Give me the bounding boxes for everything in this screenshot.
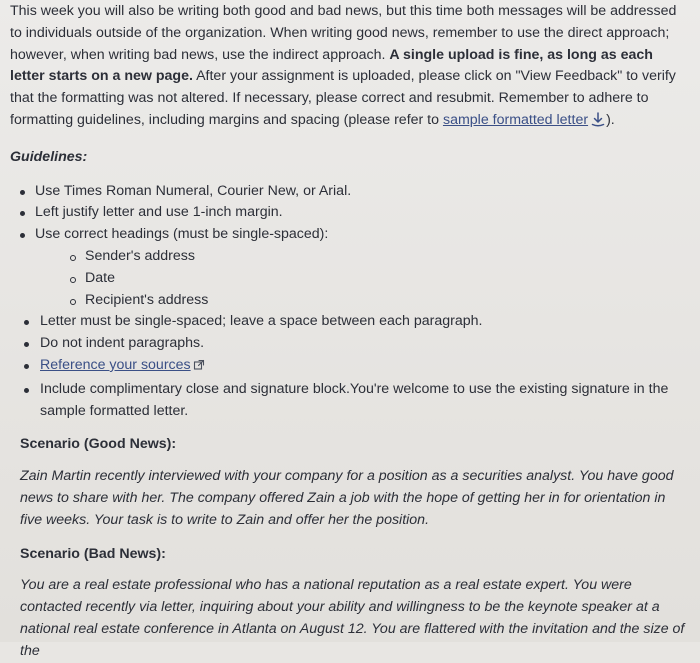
- scenario-good-title: Scenario (Good News):: [20, 436, 177, 453]
- guideline-signature: Include complimentary close and signature block.You're welcome to use the existing signature in the sample formatted letter.: [40, 380, 669, 419]
- bullet-icon: [24, 342, 29, 347]
- reference-sources-label: Reference your sources: [40, 356, 191, 373]
- list-item: [10, 181, 690, 203]
- sub-list-item: [35, 290, 690, 312]
- intro-text-2: After your assignment is uploaded, please click on "View Feedback" to verify that the formatting was not altered. If necessary, please correct and resubmit. Remember to adhere to formatting guidelines, including margins and spacing (please refer to: [10, 68, 676, 128]
- list-item: [10, 311, 690, 333]
- circle-bullet-icon: [70, 299, 76, 305]
- external-link-icon[interactable]: [193, 357, 205, 379]
- heading-recipient: Recipient's address: [85, 291, 209, 308]
- bullet-icon: [20, 233, 25, 238]
- intro-text-3: ).: [606, 111, 615, 128]
- intro-paragraph: [10, 0, 690, 135]
- sample-letter-link-label: sample formatted letter: [442, 111, 589, 128]
- bullet-icon: [24, 364, 29, 369]
- sub-list-item: [35, 246, 690, 268]
- bullet-icon: [24, 320, 29, 325]
- intro-text-1: This week you will also be writing both good and bad news, but this time both messages will be addressed to individuals outside of the organization. When writing good news, remember to use the direct approach; however, when writing bad news, use the indirect approach.: [10, 3, 677, 63]
- headings-sublist: [35, 246, 690, 311]
- list-item: [10, 202, 690, 224]
- scenario-bad-text: You are a real estate professional who has a national reputation as a real estate expert. You were contacted recently via letter, inquiring about your ability and willingness to be the keynote speaker at a national real estate conference in Atlanta on August 12. You are flattered with the invitation and the size of the: [20, 577, 685, 659]
- bullet-icon: [20, 190, 25, 195]
- sample-letter-link[interactable]: [443, 112, 606, 128]
- reference-sources-link[interactable]: [40, 357, 191, 373]
- circle-bullet-icon: [70, 277, 76, 283]
- list-item: [10, 355, 690, 379]
- guidelines-heading: Guidelines:: [10, 148, 88, 165]
- list-item: [10, 224, 690, 311]
- scenario-bad-title: Scenario (Bad News):: [20, 545, 166, 562]
- sub-list-item: [35, 268, 690, 290]
- bullet-icon: [20, 211, 25, 216]
- guidelines-list: [10, 181, 690, 423]
- guideline-headings: Use correct headings (must be single-spaced):: [35, 226, 329, 243]
- intro-bold-text: A single upload is fine, as long as each letter starts on a new page.: [10, 46, 653, 85]
- heading-sender: Sender's address: [85, 247, 195, 264]
- circle-bullet-icon: [70, 255, 76, 261]
- heading-date: Date: [85, 269, 115, 286]
- guideline-spacing: Letter must be single-spaced; leave a space between each paragraph.: [40, 313, 483, 330]
- guideline-indent: Do not indent paragraphs.: [40, 335, 205, 352]
- guideline-font: Use Times Roman Numeral, Courier New, or Arial.: [35, 182, 352, 199]
- scenario-good-text: Zain Martin recently interviewed with your company for a position as a securities analyst. You have good news to share with her. The company offered Zain a job with the hope of getting her in for orientation in five weeks. Your task is to write to Zain and offer her the position.: [20, 468, 674, 528]
- bullet-icon: [24, 388, 29, 393]
- list-item: [10, 379, 690, 423]
- download-icon[interactable]: [590, 111, 606, 135]
- list-item: [10, 333, 690, 355]
- guideline-margin: Left justify letter and use 1-inch margin.: [35, 204, 283, 221]
